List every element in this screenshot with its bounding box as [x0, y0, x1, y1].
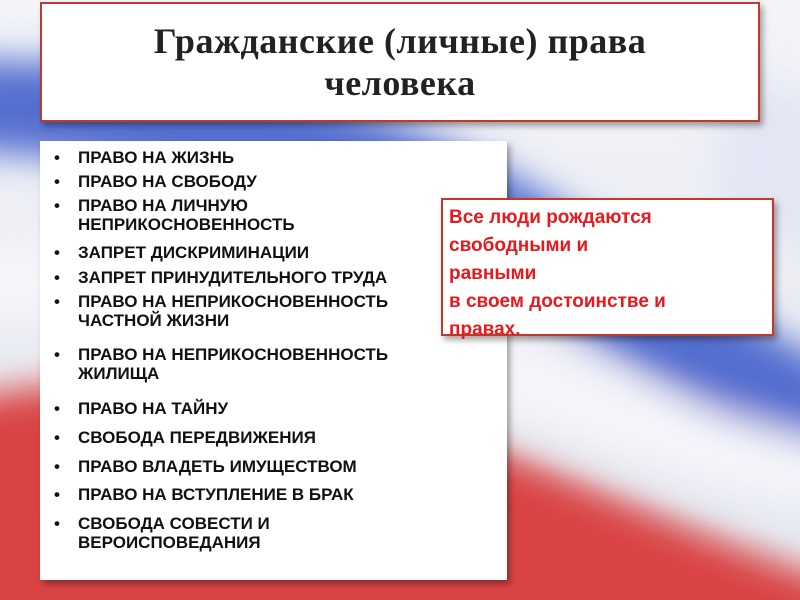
- bullet-icon: •: [54, 457, 60, 476]
- bullet-icon: •: [54, 428, 60, 447]
- right-item-text: СВОБОДА ПЕРЕДВИЖЕНИЯ: [78, 428, 316, 447]
- slide-title: Гражданские (личные) права человека: [153, 21, 647, 103]
- right-item-text: СВОБОДА СОВЕСТИ И ВЕРОИСПОВЕДАНИЯ: [78, 514, 270, 552]
- right-item-text: ЗАПРЕТ ПРИНУДИТЕЛЬНОГО ТРУДА: [78, 268, 388, 287]
- right-item-text: ПРАВО НА ВСТУПЛЕНИЕ В БРАК: [78, 485, 354, 504]
- right-item-text: ПРАВО НА ЖИЗНЬ: [78, 148, 235, 167]
- rights-list-panel: [40, 141, 507, 580]
- right-item-text: ПРАВО НА СВОБОДУ: [78, 172, 257, 191]
- quote-text: Все люди рождаются свободными и равными в своем достоинстве и правах.: [449, 207, 666, 340]
- right-item-text: ПРАВО НА ЛИЧНУЮ НЕПРИКОСНОВЕННОСТЬ: [78, 196, 295, 234]
- right-item-text: ПРАВО НА НЕПРИКОСНОВЕННОСТЬ ЧАСТНОЙ ЖИЗНИ: [78, 292, 389, 330]
- title-box: [40, 2, 760, 122]
- list-item: [54, 345, 574, 402]
- bullet-icon: •: [54, 268, 60, 287]
- right-item-text: ПРАВО НА ТАЙНУ: [78, 399, 229, 418]
- bullet-icon: •: [54, 172, 60, 191]
- right-item-text: ПРАВО НА НЕПРИКОСНОВЕННОСТЬ ЖИЛИЩА: [78, 345, 389, 383]
- list-item: [54, 514, 574, 571]
- bullet-icon: •: [54, 345, 60, 364]
- bullet-icon: •: [54, 148, 60, 167]
- bullet-icon: •: [54, 485, 60, 504]
- bullet-icon: •: [54, 399, 60, 418]
- right-item-text: ПРАВО ВЛАДЕТЬ ИМУЩЕСТВОМ: [78, 457, 357, 476]
- right-item-text: ЗАПРЕТ ДИСКРИМИНАЦИИ: [78, 243, 310, 262]
- bullet-icon: •: [54, 243, 60, 262]
- bullet-icon: •: [54, 196, 60, 215]
- quote-callout: [441, 198, 774, 340]
- bullet-icon: •: [54, 514, 60, 533]
- bullet-icon: •: [54, 292, 60, 311]
